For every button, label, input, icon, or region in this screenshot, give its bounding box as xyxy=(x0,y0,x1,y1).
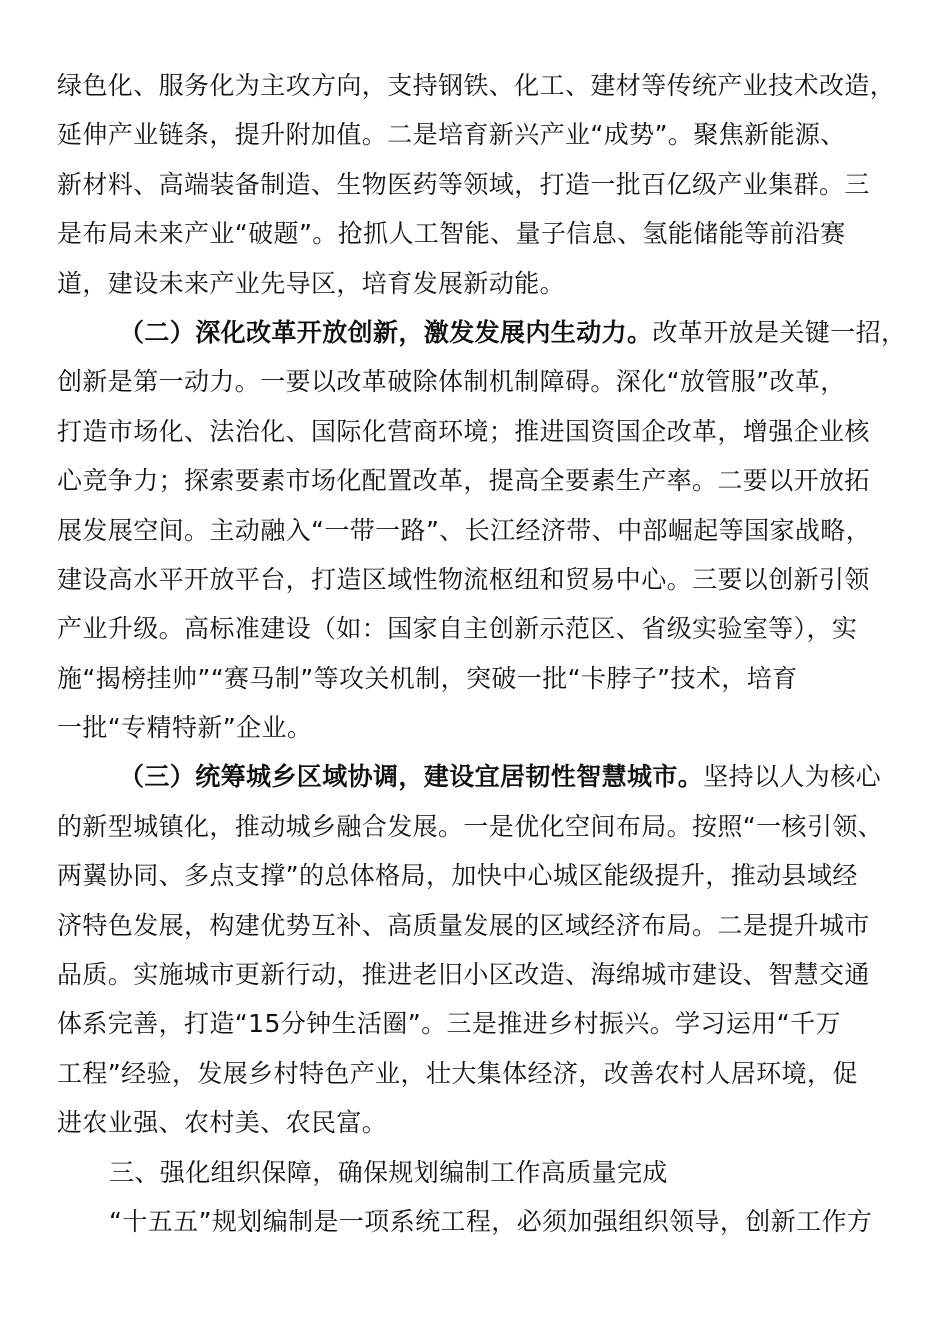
text-span: 改革开放是关键一招， xyxy=(652,317,907,347)
text-line: 打造市场化、法治化、国际化营商环境；推进国资国企改革，增强企业核 xyxy=(57,416,870,446)
text-line: 心竞争力；探索要素市场化配置改革，提高全要素生产率。二要以开放拓 xyxy=(57,466,870,496)
section-title: 三、强化组织保障，确保规划编制工作高质量完成 xyxy=(109,1157,668,1187)
text-line: 体系完善，打造“15分钟生活圈”。三是推进乡村振兴。学习运用“千万 xyxy=(57,1009,841,1039)
text-line: 品质。实施城市更新行动，推进老旧小区改造、海绵城市建设、智慧交通 xyxy=(57,960,870,990)
text-line: 建设高水平开放平台，打造区域性物流枢纽和贸易中心。三要以创新引领 xyxy=(57,564,870,594)
text-line: “十五五”规划编制是一项系统工程，必须加强组织领导，创新工作方 xyxy=(109,1206,873,1236)
text-line: 是布局未来产业“破题”。抢抓人工智能、量子信息、氢能储能等前沿赛 xyxy=(57,219,846,249)
text-line: 创新是第一动力。一要以改革破除体制机制障碍。深化“放管服”改革， xyxy=(57,367,846,397)
text-line: 产业升级。高标准建设（如：国家自主创新示范区、省级实验室等），实 xyxy=(57,614,858,644)
section-3 xyxy=(57,1148,897,1247)
paragraph-1 xyxy=(57,61,897,308)
text-span: 坚持以人为核心 xyxy=(703,762,882,792)
section-heading: （二）深化改革开放创新，激发发展内生动力。 xyxy=(119,317,653,347)
text-line: 延伸产业链条，提升附加值。二是培育新兴产业“成势”。聚焦新能源、 xyxy=(57,120,846,150)
document-page xyxy=(57,61,907,1246)
text-line: 绿色化、服务化为主攻方向，支持钢铁、化工、建材等传统产业技术改造， xyxy=(57,71,896,100)
text-line: 的新型城镇化，推动城乡融合发展。一是优化空间布局。按照“一核引领、 xyxy=(57,811,884,841)
text-line: 展发展空间。主动融入“一带一路”、长江经济带、中部崛起等国家战略， xyxy=(57,515,872,545)
paragraph-3 xyxy=(57,752,897,1147)
text-line: 济特色发展，构建优势互补、高质量发展的区域经济布局。二是提升城市 xyxy=(57,910,870,940)
section-heading: （三）统筹城乡区域协调，建设宜居韧性智慧城市。 xyxy=(119,762,704,792)
text-line: 道，建设未来产业先导区，培育发展新动能。 xyxy=(57,268,566,298)
text-line: 新材料、高端装备制造、生物医药等领域，打造一批百亿级产业集群。三 xyxy=(57,169,870,199)
text-line: 进农业强、农村美、农民富。 xyxy=(57,1108,388,1138)
text-line xyxy=(57,308,907,357)
text-line xyxy=(57,752,897,801)
text-line: 施“揭榜挂帅”“赛马制”等攻关机制，突破一批“卡脖子”技术，培育 xyxy=(57,663,798,693)
text-line: 一批“专精特新”企业。 xyxy=(57,713,313,743)
paragraph-2 xyxy=(57,308,907,753)
text-line: 工程”经验，发展乡村特色产业，壮大集体经济，改善农村人居环境，促 xyxy=(57,1058,858,1088)
text-line: 两翼协同、多点支撑”的总体格局，加快中心城区能级提升，推动县域经 xyxy=(57,861,858,891)
